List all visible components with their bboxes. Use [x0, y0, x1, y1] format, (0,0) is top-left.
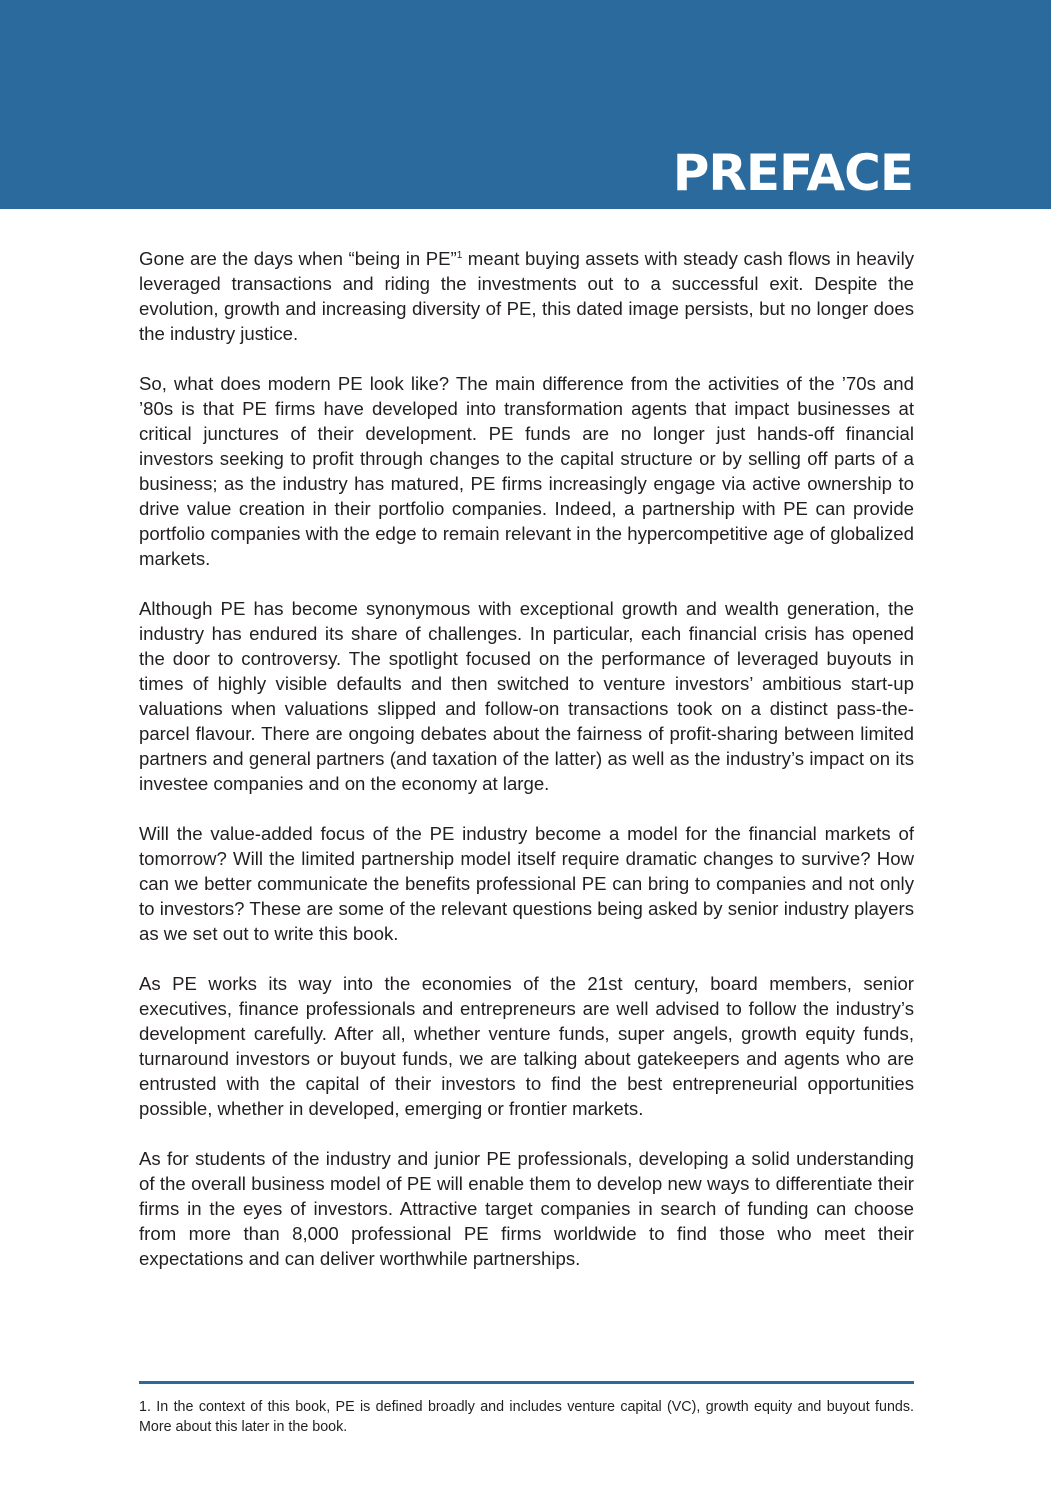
paragraph-1-rest: meant buying assets with steady cash flows in heavily leveraged transactions and riding the investments out to a successful exit. Despite the evolution, growth and increasing diversity of PE, this dated image persists, but no longer does the industry justice. — [139, 248, 914, 344]
paragraph-5: As PE works its way into the economies of the 21st century, board members, senior executives, finance professionals and entrepreneurs are well advised to follow the industry’s development carefully. After all, whether venture funds, super angels, growth equity funds, turnaround investors or buyout funds, we are talking about gatekeepers and agents who are entrusted with the capital of their investors to find the best entrepreneurial opportunities possible, whether in developed, emerging or frontier markets. — [139, 973, 914, 1119]
paragraph-1-lead: Gone are the days when “being in PE” — [139, 248, 457, 269]
paragraph-4: Will the value-added focus of the PE industry become a model for the financial markets of tomorrow? Will the limited partnership model itself require dramatic changes to survive? How can we better communicate the benefits professional PE can bring to companies and not only to investors? These are some of the relevant questions being asked by senior industry players as we set out to write this book. — [139, 823, 914, 944]
page-title: PREFACE — [672, 144, 913, 202]
body-text — [139, 246, 914, 1296]
paragraph-3: Although PE has become synonymous with exceptional growth and wealth generation, the industry has endured its share of challenges. In particular, each financial crisis has opened the door to controversy. The spotlight focused on the performance of leveraged buyouts in times of highly visible defaults and then switched to venture investors’ ambitious start-up valuations when valuations slipped and follow-on transactions took on a distinct pass-the-parcel flavour. There are ongoing debates about the fairness of profit-sharing between limited partners and general partners (and taxation of the latter) as well as the industry’s impact on its investee companies and on the economy at large. — [139, 598, 914, 794]
footnote-reference: 1 — [456, 250, 463, 261]
paragraph-6: As for students of the industry and junior PE professionals, developing a solid understanding of the overall business model of PE will enable them to develop new ways to differentiate their firms in the eyes of investors. Attractive target companies in search of funding can choose from more than 8,000 professional PE firms worldwide to find those who meet their expectations and can deliver worthwhile partnerships. — [139, 1148, 914, 1269]
paragraph-2: So, what does modern PE look like? The main difference from the activities of the ’70s and ’80s is that PE firms have developed into transformation agents that impact businesses at critical junctures of their development. PE funds are no longer just hands-off financial investors seeking to profit through changes to the capital structure or by selling off parts of a business; as the industry has matured, PE firms increasingly engage via active ownership to drive value creation in their portfolio companies. Indeed, a partnership with PE can provide portfolio companies with the edge to remain relevant in the hypercompetitive age of globalized markets. — [139, 373, 914, 569]
paragraph-1 — [139, 246, 914, 346]
footnote-divider — [139, 1381, 914, 1384]
footnote: 1. In the context of this book, PE is defined broadly and includes venture capital (VC), growth equity and buyout funds. More about this later in the book. — [139, 1399, 914, 1435]
header-band — [0, 0, 1051, 209]
